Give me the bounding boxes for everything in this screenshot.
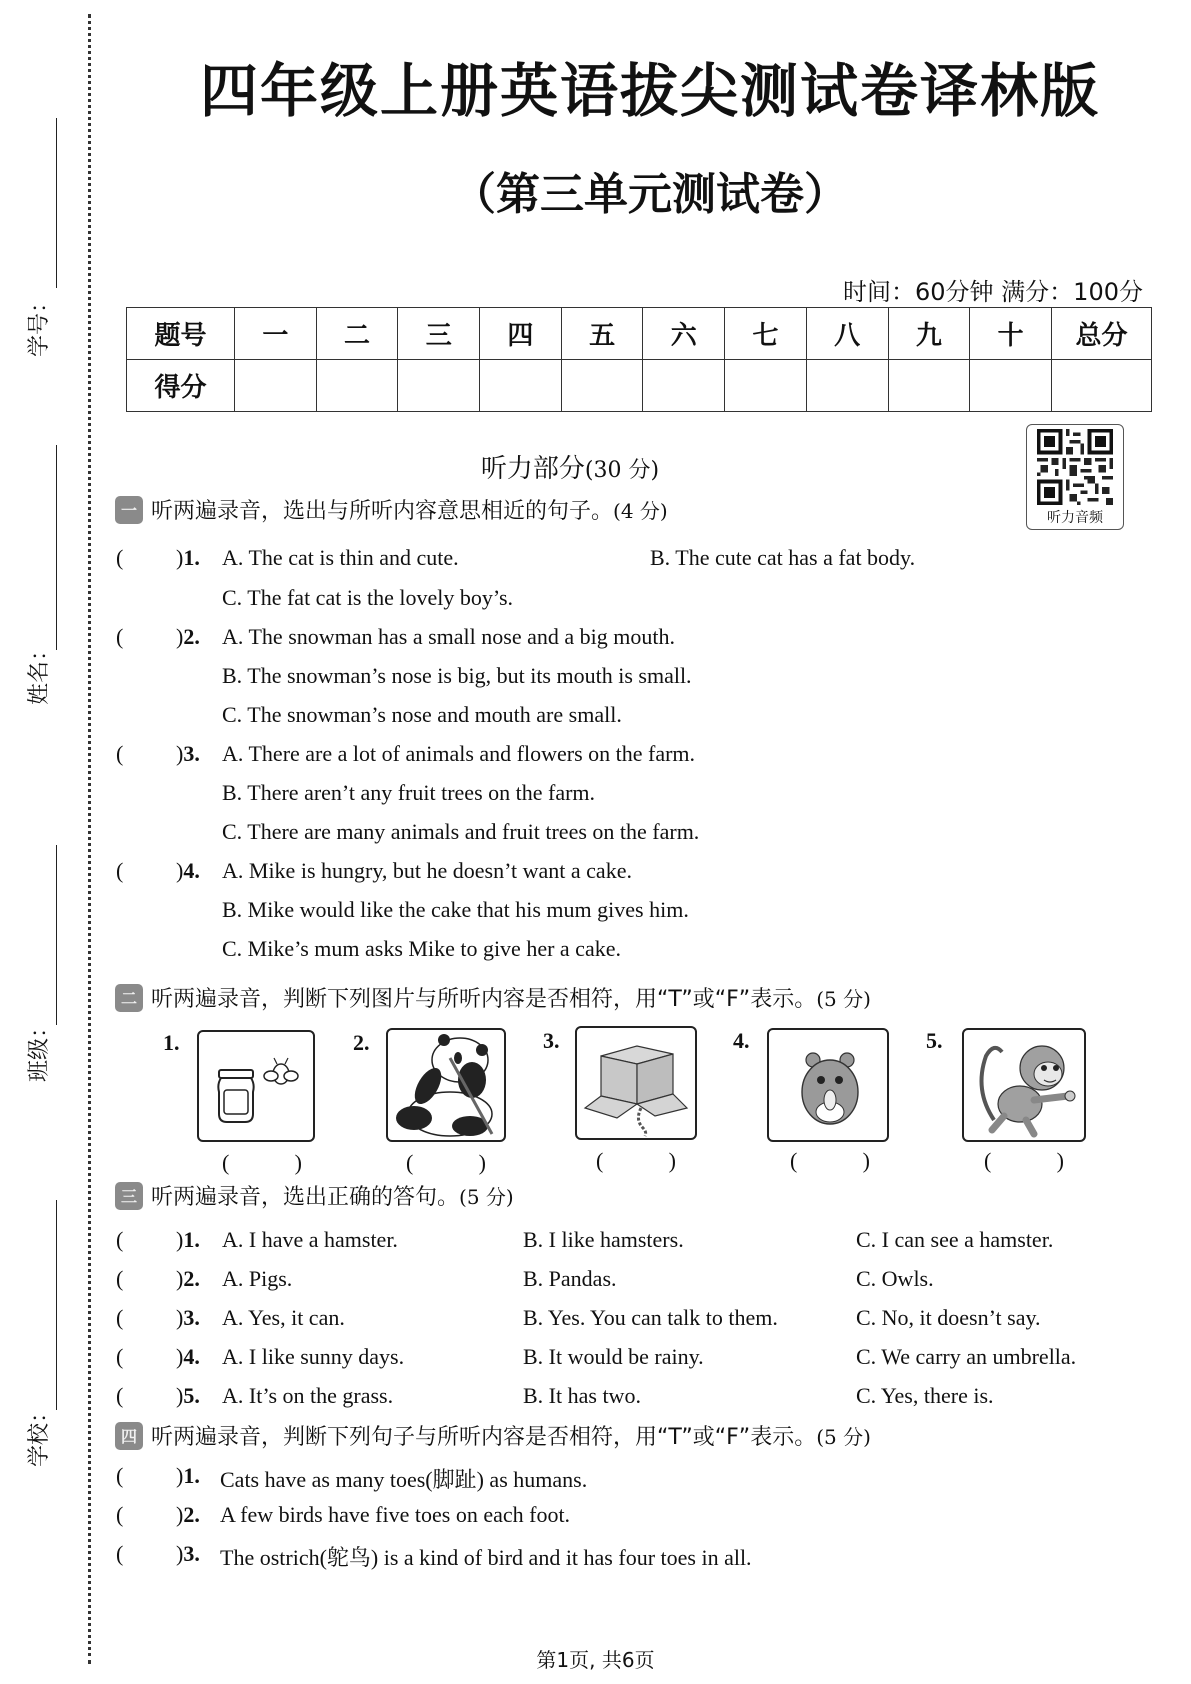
section-badge: 四 (115, 1422, 143, 1450)
section-instruction: 听两遍录音，选出正确的答句。 (151, 1185, 460, 1210)
class-label: 班级： (27, 1015, 52, 1082)
option-a: A. I have a hamster. (222, 1227, 398, 1252)
score-cell[interactable] (235, 360, 317, 412)
answer-blank[interactable]: ( ) (222, 1150, 302, 1175)
score-cell-total[interactable] (1052, 360, 1152, 412)
score-cell[interactable] (725, 360, 807, 412)
listening-section-title (120, 448, 1020, 485)
option-a: A. The snowman has a small nose and a big mouth. (222, 624, 675, 649)
monkey-icon (964, 1030, 1086, 1142)
name-label: 姓名： (27, 638, 52, 705)
statement: Cats have as many toes(脚趾) as humans. (220, 1467, 588, 1492)
option-c: C. Mike’s mum asks Mike to give her a cake. (222, 936, 621, 961)
answer-blank[interactable]: ( ) (790, 1148, 870, 1173)
option-b: B. There aren’t any fruit trees on the farm. (222, 780, 596, 805)
school-label: 学校： (27, 1400, 52, 1467)
answer-blank[interactable]: ( (116, 741, 124, 766)
col-header: 二 (316, 308, 398, 360)
answer-blank[interactable]: ( (116, 1463, 124, 1488)
listening-points: (30 分) (584, 458, 660, 483)
answer-blank[interactable]: ( (116, 1344, 124, 1369)
answer-blank[interactable]: ( (116, 624, 124, 649)
option-a: A. It’s on the grass. (222, 1383, 394, 1408)
picture-hamster (767, 1028, 889, 1142)
statement: The ostrich(鸵鸟) is a kind of bird and it has four toes in all. (220, 1545, 752, 1570)
option-c: C. No, it doesn’t say. (856, 1305, 1041, 1330)
section-points: (5 分) (459, 1185, 514, 1209)
answer-blank[interactable]: ( (116, 1305, 124, 1330)
option-b: B. Yes. You can talk to them. (523, 1305, 778, 1330)
option-b: B. The snowman’s nose is big, but its mouth is small. (222, 663, 692, 688)
statement: A few birds have five toes on each foot. (220, 1502, 571, 1527)
section-badge: 一 (115, 496, 143, 524)
col-header: 六 (643, 308, 725, 360)
score-table (126, 307, 1152, 412)
time-score-info: 时间：60分钟 满分：100分 (843, 278, 1143, 306)
question-number-row (127, 308, 1152, 360)
option-c: C. The fat cat is the lovely boy’s. (222, 585, 514, 610)
section-badge: 三 (115, 1182, 143, 1210)
answer-blank[interactable]: ( ) (406, 1150, 486, 1175)
option-b: B. It has two. (523, 1383, 641, 1408)
option-b: B. I like hamsters. (523, 1227, 684, 1252)
section-2-header (115, 982, 871, 1013)
answer-blank[interactable]: ( (116, 1266, 124, 1291)
page-indicator: 第1页, 共6页 (536, 1648, 655, 1672)
col-header: 五 (561, 308, 643, 360)
panda-icon (388, 1030, 506, 1142)
section-points: (5 分) (816, 987, 871, 1011)
section-3-header (115, 1180, 514, 1211)
score-cell[interactable] (643, 360, 725, 412)
picture-number: 5. (926, 1028, 943, 1053)
option-a: A. Yes, it can. (222, 1305, 345, 1330)
option-c: C. Owls. (856, 1266, 934, 1291)
qr-code-box[interactable] (1026, 424, 1124, 530)
option-b: B. The cute cat has a fat body. (650, 545, 916, 570)
col-header: 十 (970, 308, 1052, 360)
score-cell[interactable] (480, 360, 562, 412)
col-header: 八 (806, 308, 888, 360)
answer-blank[interactable]: ( (116, 1383, 124, 1408)
picture-number: 1. (163, 1030, 180, 1055)
picture-number: 2. (353, 1030, 370, 1055)
score-cell[interactable] (806, 360, 888, 412)
option-c: C. The snowman’s nose and mouth are small. (222, 702, 622, 727)
answer-blank[interactable]: ( ) (596, 1148, 676, 1173)
listening-title: 听力部分 (480, 454, 585, 484)
col-header: 七 (725, 308, 807, 360)
qr-code-icon (1033, 429, 1117, 505)
option-b: B. It would be rainy. (523, 1344, 704, 1369)
answer-blank[interactable]: ( ) (984, 1148, 1064, 1173)
section-instruction: 听两遍录音，判断下列句子与所听内容是否相符，用“T”或“F”表示。 (151, 1425, 817, 1450)
qr-label: 听力音频 (1047, 510, 1103, 526)
option-c: C. Yes, there is. (856, 1383, 994, 1408)
col-header-total: 总分 (1052, 308, 1152, 360)
option-a: A. Pigs. (222, 1266, 293, 1291)
page-title: 四年级上册英语拔尖测试卷译林版 (199, 57, 1100, 125)
col-header: 三 (398, 308, 480, 360)
cut-line (88, 14, 91, 1664)
option-b: B. Mike would like the cake that his mum gives him. (222, 897, 689, 922)
answer-blank[interactable]: ( (116, 1502, 124, 1527)
answer-blank[interactable]: ( (116, 1541, 124, 1566)
option-c: C. I can see a hamster. (856, 1227, 1054, 1252)
option-a: A. Mike is hungry, but he doesn’t want a cake. (222, 858, 632, 883)
col-header: 九 (888, 308, 970, 360)
option-a: A. There are a lot of animals and flowers on the farm. (222, 741, 696, 766)
option-a: A. I like sunny days. (222, 1344, 405, 1369)
row-label-question-number: 题号 (127, 308, 235, 360)
section-instruction: 听两遍录音，选出与所听内容意思相近的句子。 (151, 499, 614, 524)
jar-bee-icon (199, 1032, 315, 1142)
binding-margin (0, 0, 100, 1684)
score-row (127, 360, 1152, 412)
row-label-score: 得分 (127, 360, 235, 412)
score-cell[interactable] (398, 360, 480, 412)
col-header: 四 (480, 308, 562, 360)
picture-panda (386, 1028, 506, 1142)
class-line[interactable] (56, 845, 57, 1025)
option-c: C. We carry an umbrella. (856, 1344, 1077, 1369)
score-cell[interactable] (316, 360, 398, 412)
section-1-header (115, 494, 668, 525)
option-c: C. There are many animals and fruit trees on the farm. (222, 819, 700, 844)
box-tail-icon (577, 1028, 697, 1140)
option-b: B. Pandas. (523, 1266, 617, 1291)
answer-blank[interactable]: ( (116, 1227, 124, 1252)
school-line[interactable] (56, 1200, 57, 1410)
page-subtitle: （第三单元测试卷） (452, 169, 848, 220)
section-points: (4 分) (613, 499, 668, 523)
section-badge: 二 (115, 984, 143, 1012)
picture-number: 3. (543, 1028, 560, 1053)
answer-blank[interactable]: ( (116, 545, 124, 570)
score-cell[interactable] (970, 360, 1052, 412)
picture-jar-bee (197, 1030, 315, 1142)
picture-monkey (962, 1028, 1086, 1142)
score-cell[interactable] (561, 360, 643, 412)
student-id-line[interactable] (56, 118, 57, 288)
hamster-icon (769, 1030, 889, 1142)
section-instruction: 听两遍录音，判断下列图片与所听内容是否相符，用“T”或“F”表示。 (151, 987, 817, 1012)
section-4-header (115, 1420, 871, 1451)
answer-blank[interactable]: ( (116, 858, 124, 883)
score-cell[interactable] (888, 360, 970, 412)
picture-box-tail (575, 1026, 697, 1140)
option-a: A. The cat is thin and cute. (222, 545, 459, 570)
section-points: (5 分) (816, 1425, 871, 1449)
col-header: 一 (235, 308, 317, 360)
name-line[interactable] (56, 445, 57, 650)
picture-number: 4. (733, 1028, 750, 1053)
student-id-label: 学号： (27, 290, 52, 357)
